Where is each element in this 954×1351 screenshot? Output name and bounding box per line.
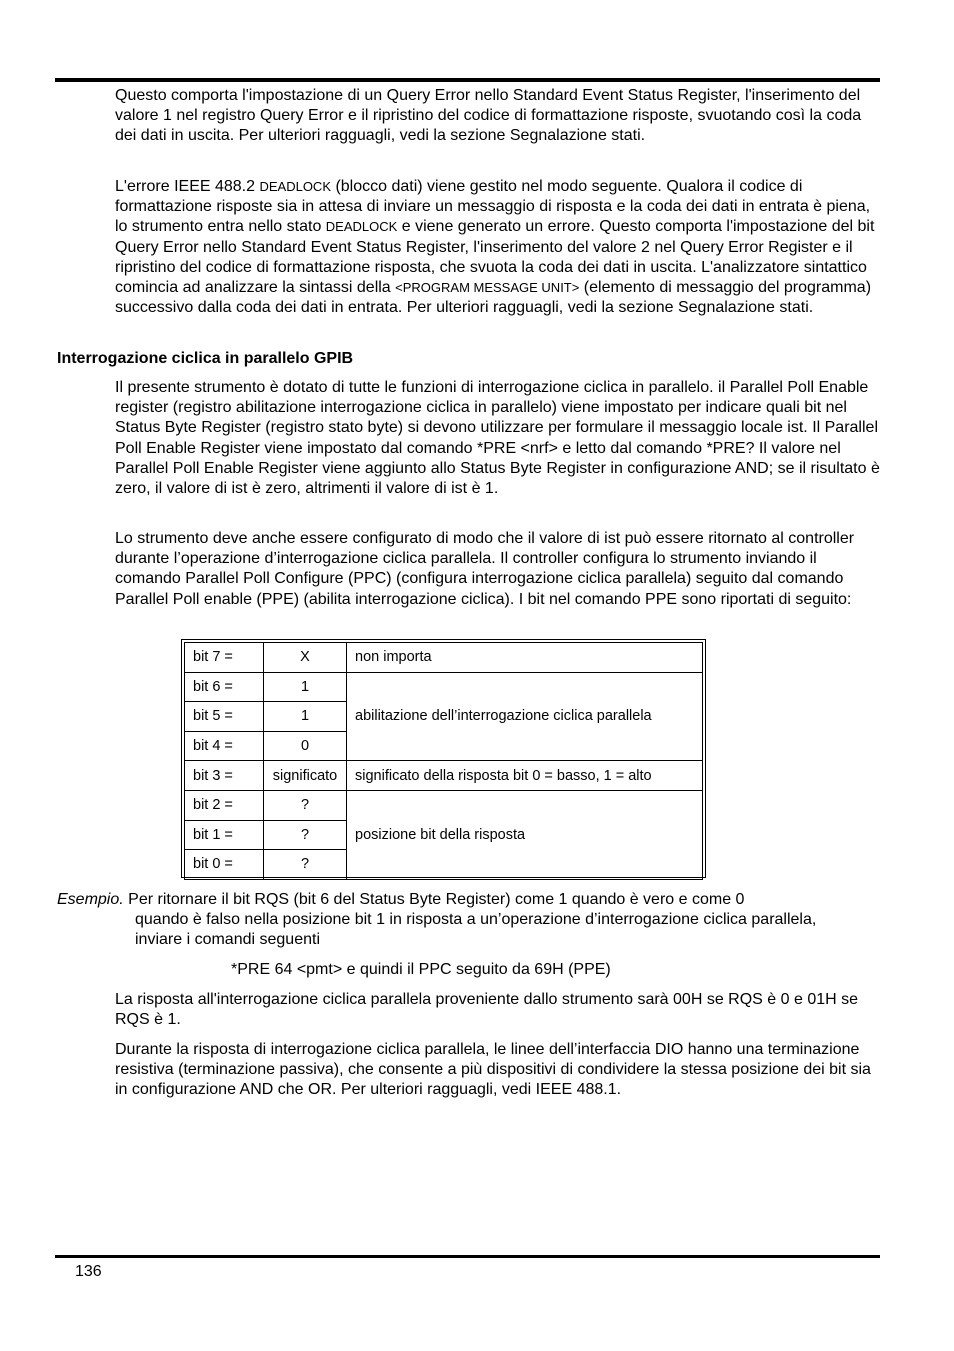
bit-value: X — [264, 643, 347, 673]
example-first-line — [57, 890, 857, 910]
program-message-unit-term: <PROGRAM MESSAGE UNIT> — [395, 280, 580, 296]
bit-value: ? — [264, 790, 347, 820]
deadlock-term-2: DEADLOCK — [325, 219, 398, 235]
bit-value: ? — [264, 850, 347, 880]
bit-value: 1 — [264, 672, 347, 702]
example-command: *PRE 64 <pmt> e quindi il PPC seguito da 69H (PPE) — [231, 961, 611, 978]
paragraph-response: La risposta all'interrogazione ciclica parallela proveniente dallo strumento sarà 00H se RQS è 0 e 01H se RQS è 1. — [115, 991, 859, 1029]
bit-value: significato — [264, 761, 347, 791]
paragraph-dio-lines: Durante la risposta di interrogazione ciclica parallela, le linee dell’interfaccia DIO hanno una terminazione resistiva (terminazione passiva), che consente a più dispositivi di condividere la stessa posizione dei bit sia in configurazione AND che OR. Per ulteriori ragguagli, vedi IEEE 488.1. — [115, 1041, 871, 1099]
bit-description: abilitazione dell’interrogazione ciclica parallela — [347, 672, 703, 761]
ppe-bits-table — [181, 639, 706, 878]
deadlock-text-3: e viene generato un errore. Questo comporta l'impostazione del bit Query Error nello Standard Event Status Register, l'inserimento del valore 2 nel Query Error Register e il ripristino del codice di formattazione risposta, che svuota la coda dei dati in uscita. L'analizzatore sintattico comincia ad analizzare la sintassi della — [115, 218, 875, 297]
bit-value: ? — [264, 820, 347, 850]
table-row — [185, 761, 703, 791]
bottom-rule — [55, 1255, 880, 1258]
bit-value: 1 — [264, 702, 347, 732]
example-line1: Per ritornare il bit RQS (bit 6 del Status Byte Register) come 1 quando è vero e come 0 — [123, 891, 745, 908]
deadlock-term-1: DEADLOCK — [259, 179, 331, 194]
bit-label: bit 1 = — [185, 820, 264, 850]
paragraph-query-error: Questo comporta l'impostazione di un Query Error nello Standard Event Status Register, l'inserimento del valore 1 nel registro Query Error e il ripristino del codice di formattazione risposte, svuotando così la coda dei dati in uscita. Per ulteriori ragguagli, vedi la sezione Segnalazione stati. — [115, 87, 862, 145]
paragraph-parallel-poll: Il presente strumento è dotato di tutte le funzioni di interrogazione ciclica in parallelo. il Parallel Poll Enable register (registro abilitazione interrogazione ciclica in parallelo) viene impostato per indicare quali bit nel Status Byte Register (registro stato byte) si devono utilizzare per formulare il messaggio locale ist. Il Parallel Poll Enable Register viene impostato dal comando *PRE <nrf> e letto dal comando *PRE? Il valore nel Parallel Poll Enable Register viene aggiunto allo Status Byte Register in configurazione AND; se il risultato è zero, il valore di ist è zero, altrimenti il valore di ist è 1. — [115, 379, 880, 498]
bit-label: bit 0 = — [185, 850, 264, 880]
bit-description: non importa — [347, 643, 703, 673]
top-rule — [55, 78, 880, 82]
paragraph-deadlock — [115, 177, 883, 318]
deadlock-text-2: (blocco dati) viene gestito nel modo seguente. Qualora il codice di formattazione risposte sia in attesa di inviare un messaggio di risposta e la coda dei dati in entrata è piena, lo strumento entra nello stato — [115, 178, 871, 236]
example-label: Esempio. — [57, 891, 124, 908]
bit-label: bit 4 = — [185, 731, 264, 761]
section-heading: Interrogazione ciclica in parallelo GPIB — [57, 350, 354, 367]
bit-label: bit 6 = — [185, 672, 264, 702]
bit-label: bit 5 = — [185, 702, 264, 732]
deadlock-text-4: (elemento di messaggio del programma) successivo dalla coda dei dati in entrata. Per ulteriori ragguagli, vedi la sezione Segnalazione stati. — [115, 279, 872, 317]
example-continuation: quando è falso nella posizione bit 1 in risposta a un’operazione d’interrogazione ciclica parallela, inviare i comandi seguenti — [135, 911, 817, 949]
table-row — [185, 672, 703, 702]
bit-label: bit 7 = — [185, 643, 264, 673]
bit-description: significato della risposta bit 0 = basso, 1 = alto — [347, 761, 703, 791]
bit-value: 0 — [264, 731, 347, 761]
paragraph-configuration: Lo strumento deve anche essere configurato di modo che il valore di ist può essere ritornato al controller durante l’operazione d’interrogazione ciclica parallela. Il controller configura lo strumento inviando il comando Parallel Poll Configure (PPC) (configura interrogazione ciclica parallela) seguito dal comando Parallel Poll enable (PPE) (abilita interrogazione ciclica). I bit nel comando PPE sono riportati di seguito: — [115, 530, 855, 608]
bit-label: bit 2 = — [185, 790, 264, 820]
deadlock-text-1: L'errore IEEE 488.2 — [115, 178, 260, 195]
bit-description: posizione bit della risposta — [347, 790, 703, 879]
page-number: 136 — [75, 1263, 102, 1280]
table-row — [185, 790, 703, 820]
table-row — [185, 643, 703, 673]
bit-label: bit 3 = — [185, 761, 264, 791]
